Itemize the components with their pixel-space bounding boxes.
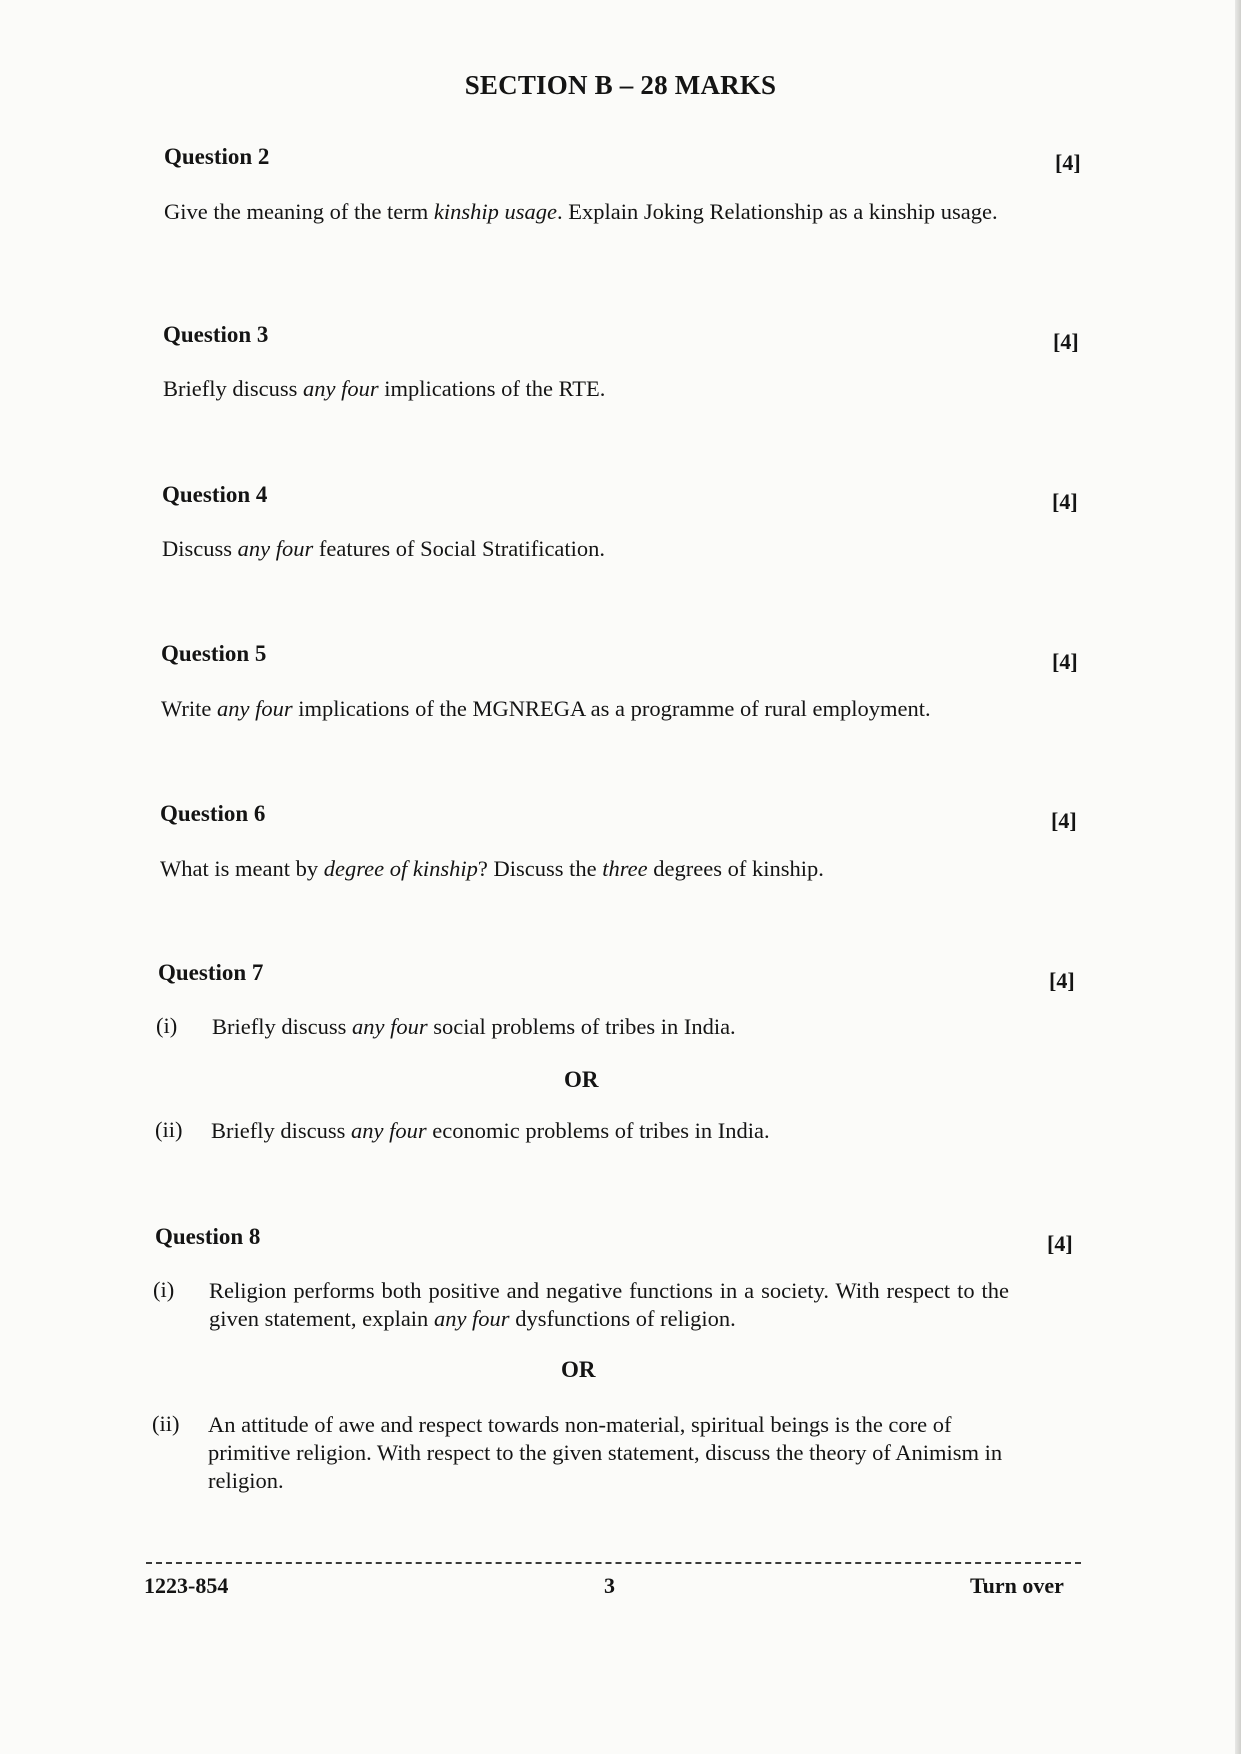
question-8-heading: Question 8 <box>155 1224 261 1249</box>
question-6-marks: [4] <box>1051 808 1077 833</box>
question-2-marks: [4] <box>1055 150 1081 175</box>
question-8-option-2-text: An attitude of awe and respect towards non-material, spiritual beings is the core of primitive religion. With respect to the given statement, discuss the theory of Animism in religion. <box>208 1412 1003 1493</box>
question-7-or-label: OR <box>564 1067 599 1092</box>
question-8-or-label: OR <box>561 1357 596 1382</box>
question-6-heading: Question 6 <box>160 801 266 826</box>
question-7-option-2-text: Briefly discuss any four economic problems of tribes in India. <box>211 1118 770 1143</box>
question-5-heading: Question 5 <box>161 641 267 666</box>
question-8-option-2-number: (ii) <box>152 1411 180 1436</box>
page-edge <box>1235 0 1241 1754</box>
question-7-marks: [4] <box>1049 968 1075 993</box>
paper-code: 1223-854 <box>144 1573 229 1598</box>
question-3-text: Briefly discuss any four implications of the RTE. <box>163 376 606 401</box>
question-7-option-1-number: (i) <box>156 1013 178 1038</box>
question-8-option-1-text: Religion performs both positive and negative functions in a society. With respect to the given statement, explain any four dysfunctions of religion. <box>209 1278 1009 1331</box>
question-8-marks: [4] <box>1047 1231 1073 1256</box>
question-6-text: What is meant by degree of kinship? Discuss the three degrees of kinship. <box>160 856 824 881</box>
question-8-option-1-number: (i) <box>153 1277 175 1302</box>
question-7-option-2-number: (ii) <box>155 1117 183 1142</box>
question-4-marks: [4] <box>1052 489 1078 514</box>
question-5-text: Write any four implications of the MGNREGA as a programme of rural employment. <box>161 696 931 721</box>
section-title: SECTION B – 28 MARKS <box>464 70 777 100</box>
question-3-heading: Question 3 <box>163 322 269 347</box>
question-7-option-1-text: Briefly discuss any four social problems of tribes in India. <box>212 1014 736 1039</box>
turn-over-label: Turn over <box>970 1573 1064 1598</box>
question-2-text: Give the meaning of the term kinship usage. Explain Joking Relationship as a kinship usage. <box>164 199 998 224</box>
question-3-marks: [4] <box>1053 329 1079 354</box>
page-number: 3 <box>604 1573 615 1598</box>
question-7-heading: Question 7 <box>158 960 264 985</box>
question-4-heading: Question 4 <box>162 482 268 507</box>
question-5-marks: [4] <box>1052 649 1078 674</box>
question-2-heading: Question 2 <box>164 144 270 169</box>
question-4-text: Discuss any four features of Social Stratification. <box>162 536 606 561</box>
footer-divider <box>146 1562 1081 1564</box>
